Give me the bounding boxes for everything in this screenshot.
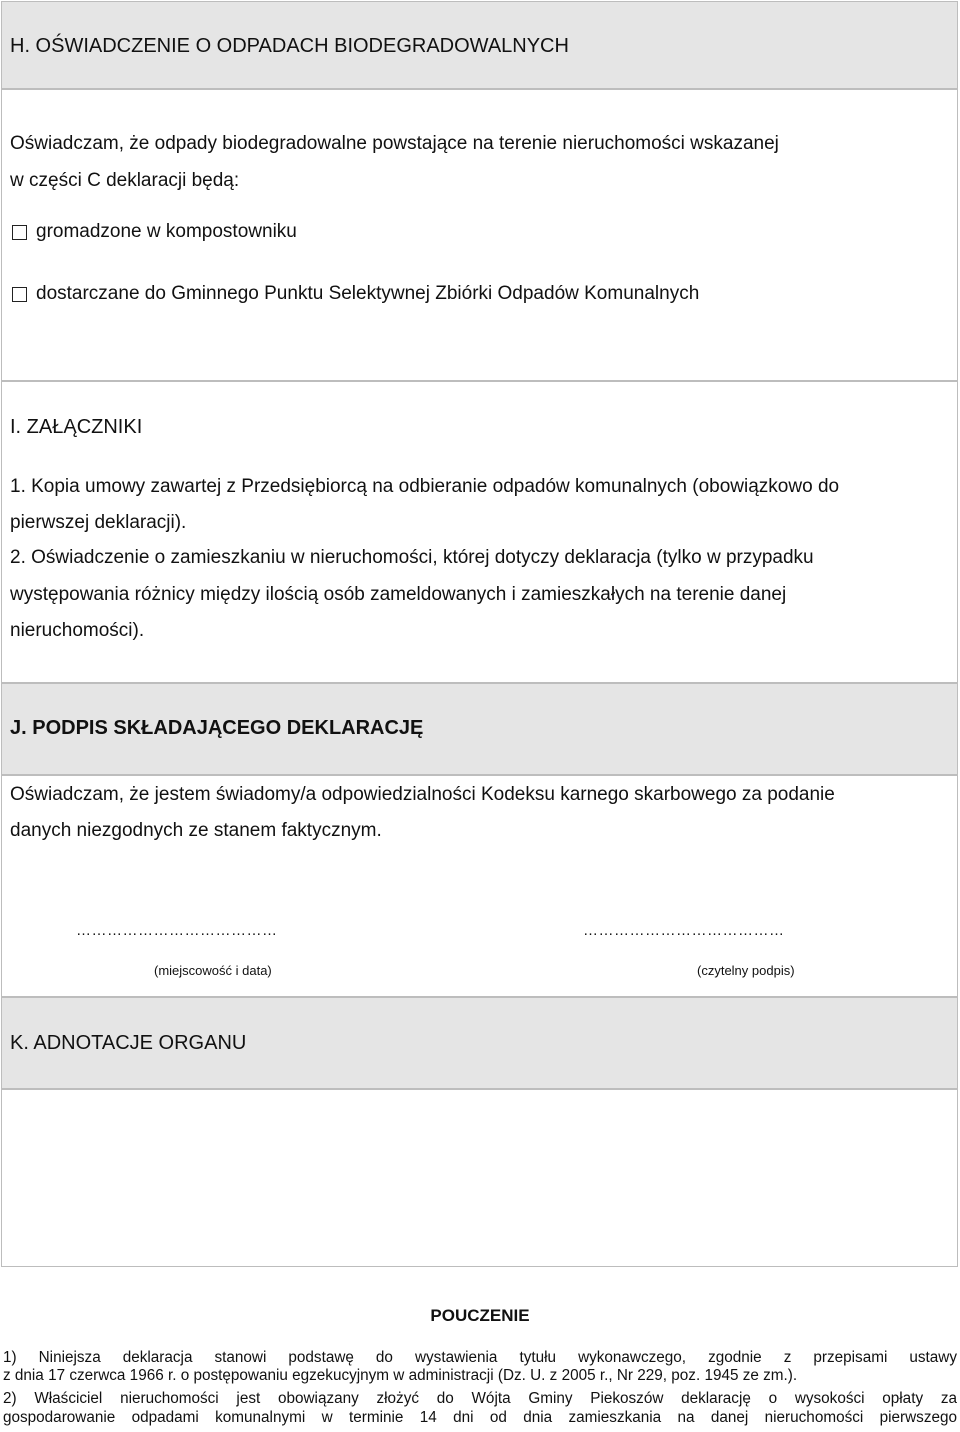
checkbox-icon[interactable] <box>12 287 27 302</box>
section-i-item1-line2: pierwszej deklaracji). <box>10 512 187 533</box>
section-j-statement-line2: danych niezgodnych ze stanem faktycznym. <box>10 820 382 841</box>
section-j-header <box>1 683 958 775</box>
signature-line[interactable]: ………………………………… <box>583 922 785 939</box>
signature-caption: (czytelny podpis) <box>697 963 795 978</box>
section-i-item2-line3: nieruchomości). <box>10 620 145 641</box>
option-compost-label: gromadzone w kompostowniku <box>36 221 297 242</box>
section-h-header <box>1 1 958 89</box>
checkbox-icon[interactable] <box>12 225 27 240</box>
section-h-title: H. OŚWIADCZENIE O ODPADACH BIODEGRADOWALNYCH <box>10 35 569 57</box>
section-h-statement-line1: Oświadczam, że odpady biodegradowalne powstające na terenie nieruchomości wskazanej <box>10 133 779 154</box>
pouczenie-p2-line2: gospodarowanie odpadami komunalnymi w terminie 14 dni od dnia zamieszkania na danej nieruchomości pierwszego <box>3 1409 957 1426</box>
section-i-box <box>1 381 958 683</box>
section-j-statement-line1: Oświadczam, że jestem świadomy/a odpowiedzialności Kodeksu karnego skarbowego za podanie <box>10 784 835 805</box>
pouczenie-p1-line1: 1) Niniejsza deklaracja stanowi podstawę do wystawienia tytułu wykonawczego, zgodnie z przepisami ustawy <box>3 1349 957 1366</box>
section-i-item1-line1: 1. Kopia umowy zawartej z Przedsiębiorcą na odbieranie odpadów komunalnych (obowiązkowo do <box>10 476 840 497</box>
section-i-item2-line2: występowania różnicy między ilością osób zameldowanych i zamieszkałych na terenie danej <box>10 584 787 605</box>
pouczenie-p2-line1: 2) Właściciel nieruchomości jest obowiązany złożyć do Wójta Gminy Piekoszów deklarację o wysokości opłaty za <box>3 1390 957 1407</box>
place-date-line[interactable]: ………………………………… <box>76 922 278 939</box>
place-date-caption: (miejscowość i data) <box>154 963 272 978</box>
option-compost[interactable] <box>12 221 297 243</box>
option-pszok-label: dostarczane do Gminnego Punktu Selektywnej Zbiórki Odpadów Komunalnych <box>36 283 700 304</box>
section-i-title: I. ZAŁĄCZNIKI <box>10 416 143 438</box>
section-h-statement-line2: w części C deklaracji będą: <box>10 170 240 191</box>
section-j-title: J. PODPIS SKŁADAJĄCEGO DEKLARACJĘ <box>10 717 424 739</box>
pouczenie-title: POUCZENIE <box>430 1306 530 1325</box>
section-i-item2-line1: 2. Oświadczenie o zamieszkaniu w nieruchomości, której dotyczy deklaracja (tylko w przypadku <box>10 547 814 568</box>
section-h-body <box>1 89 958 381</box>
section-k-title: K. ADNOTACJE ORGANU <box>10 1032 247 1054</box>
section-k-body <box>1 1089 958 1267</box>
section-k-header <box>1 997 958 1089</box>
option-pszok[interactable] <box>12 283 699 305</box>
pouczenie-p1-line2: z dnia 17 czerwca 1966 r. o postępowaniu egzekucyjnym w administracji (Dz. U. z 2005 r., Nr 229, poz. 1945 ze zm.). <box>3 1367 798 1384</box>
section-j-body <box>1 775 958 997</box>
